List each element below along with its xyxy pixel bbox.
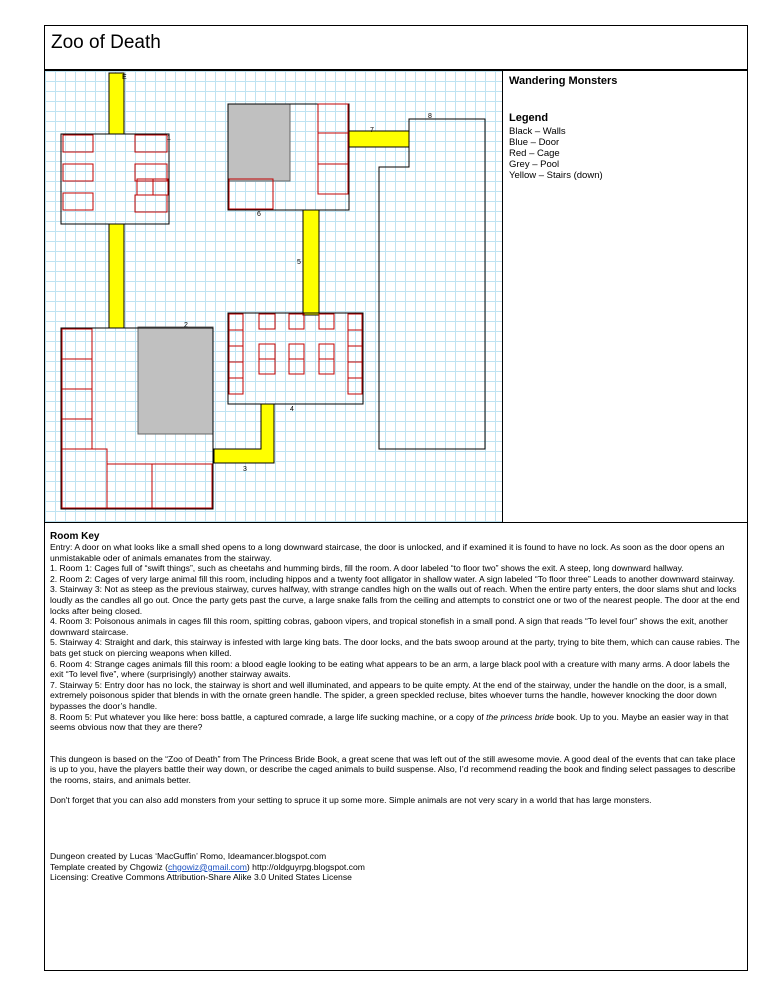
map-drawing: [45, 71, 503, 523]
key-stairway4: 5. Stairway 4: Straight and dark, this stairway is infested with large king bats. The door locks, and the bats swoop around at the party, trying to bite them, which can cause rabies. The bats get stuck on piercing weapons when killed.: [50, 637, 740, 658]
stairs-5: [303, 210, 319, 315]
key-room3: 4. Room 3: Poisonous animals in cages fill this room, spitting cobras, gaboon vipers, and tropical stonefish in a small pond. A sign that reads “To level four” shows the exit, another downward staircase.: [50, 616, 728, 637]
key-room4: 6. Room 4: Strange cages animals fill this room: a blood eagle looking to be eating what appears to be an arm, a large black pool with a creature with many arms. A door labels the exit “To level five”, where (surprisingly) another stairway awaits.: [50, 658, 730, 680]
map-label-e: E: [122, 74, 127, 81]
key-stairway5: 7. Stairway 5: Entry door has no lock, the stairway is short and well illuminated, and appears to be quite empty. At the end of the stairway, under the handle on the door, is a small, extremely poisonous spider that blends in with the ornate green handle. The spider, a green speckled recluse, bites whoever turns the handle, however knocking the door down bypasses the door’s handle.: [50, 679, 727, 711]
stairs-7: [349, 131, 409, 147]
legend-item-pool: Grey – Pool: [509, 159, 560, 170]
dungeon-map: [44, 70, 503, 523]
room-key-title: Room Key: [50, 531, 100, 542]
side-panel: [502, 70, 748, 523]
legend-item-door: Blue – Door: [509, 137, 560, 148]
credit-template: Template created by Chgowiz (chgowiz@gmail.com) http://oldguyrpg.blogspot.com: [50, 861, 365, 872]
page-title: Zoo of Death: [51, 32, 161, 53]
map-label-3: 3: [243, 466, 247, 473]
room-key-box: [44, 522, 748, 971]
designer-note-1: This dungeon is based on the “Zoo of Death” from The Princess Bride Book, a great scene that was left out of the still awesome movie. A good deal of the events that can take place is up to you, have the players battle their way down, or describe the caged animals to build suspense. Also, I’d recommend reading the book and finding select passages to describe the rooms, stairs, and animals better.: [50, 753, 736, 785]
key-entry: Entry: A door on what looks like a small shed opens to a long downward staircase, the door is unlocked, and if examined it is found to have no lock. As soon as the door opens an unmistakable oder of animals emanates from the stairway.: [50, 542, 725, 563]
room-5-walls: [379, 119, 485, 449]
pool-room4: [228, 104, 290, 181]
map-label-1: 1: [167, 135, 171, 142]
key-room5: 8. Room 5: Put whatever you like here: boss battle, a captured comrade, a large life sucking machine, or a copy of the princess bride book. Up to you. Maybe an easier way in that seems obvious now that they are there?: [50, 711, 729, 733]
legend-title: Legend: [509, 112, 549, 124]
credit-license: Licensing: Creative Commons Attribution-Share Alike 3.0 United States License: [50, 872, 352, 883]
legend-item-cage: Red – Cage: [509, 148, 560, 159]
designer-note-2: Don't forget that you can also add monsters from your setting to spruce it up some more. Simple animals are not very scary in a world that has large monsters.: [50, 795, 652, 806]
title-box: [44, 25, 748, 70]
stairs-3: [214, 404, 274, 463]
wandering-monsters-title: Wandering Monsters: [509, 75, 618, 87]
stairs-entry: [109, 73, 124, 134]
key-room2: 2. Room 2: Cages of very large animal fill this room, including hippos and a twenty foot alligator in shallow water. A sign labeled “To floor three” Leads to another downward stairway.: [50, 573, 735, 584]
key-room1: 1. Room 1: Cages full of “swift things”, such as cheetahs and humming birds, fill the room. A door labeled “to floor two” shows the exit. A steep, long downward hallway.: [50, 563, 684, 574]
legend-item-stairs: Yellow – Stairs (down): [509, 170, 603, 181]
credit-dungeon: Dungeon created by Lucas ‘MacGuffin’ Romo, Ideamancer.blogspot.com: [50, 851, 327, 862]
pool-room2: [138, 327, 213, 434]
map-label-8: 8: [428, 113, 432, 120]
map-label-6: 6: [257, 211, 261, 218]
key-stairway3: 3. Stairway 3: Not as steep as the previous stairway, curves halfway, with strange candles high on the walls out of reach. When the entire party enters, the door slams shut and locks loudly as the candles all go out. Once the party gets past the curve, a large snake falls from the ceiling and attempts to constrict one or two of the nearest people. The door at the end locks after being closed.: [50, 584, 740, 616]
email-link[interactable]: chgowiz@gmail.com: [167, 861, 247, 872]
legend-list: [509, 126, 603, 181]
map-label-2: 2: [184, 322, 188, 329]
map-label-7: 7: [370, 127, 374, 134]
legend-item-walls: Black – Walls: [509, 126, 566, 137]
map-label-5: 5: [297, 259, 301, 266]
map-label-4: 4: [290, 406, 294, 413]
stairs-2: [109, 224, 124, 328]
